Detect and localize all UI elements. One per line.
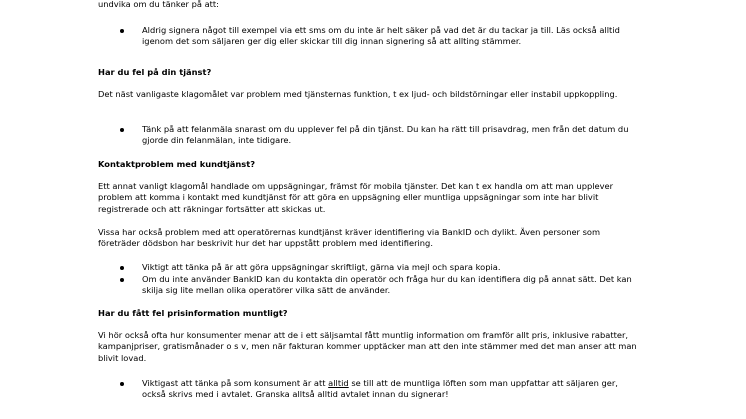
emphasis-alltid: alltid <box>328 378 349 388</box>
para-price-info: Vi hör också ofta hur konsumenter menar att de i ett säljsamtal fått muntlig information om framför allt pris, inklusive rabatter, kampanjpriser, gratismånader o s v, men när fakturan kommer upptäcker man att den inte stämmer med det man anser att man blivit lovad. <box>98 330 637 363</box>
bullet-dot <box>120 382 124 386</box>
bullet-report-fault: Tänk på att felanmäla snarast om du upplever fel på din tjänst. Du kan ha rätt till prisavdrag, men från det datum du gjorde din felanmälan, inte tidigare. <box>142 124 629 146</box>
bullet-sign-carefully: Aldrig signera något till exempel via ett sms om du inte är helt säker på vad det är du tackar ja till. Läs också alltid igenom det som säljaren ger dig eller skickar till dig innan signering så att allting stämmer. <box>142 25 620 47</box>
heading-price-info: Har du fått fel prisinformation muntligt? <box>98 308 288 318</box>
bullet-bankid: Om du inte använder BankID kan du kontakta din operatör och fråga hur du kan identifiera dig på annat sätt. Det kan skilja sig lite mellan olika operatörer vilka sätt de använder. <box>142 274 632 296</box>
intro-tail: undvika om du tänker på att: <box>98 0 219 9</box>
para-identification: Vissa har också problem med att operatörernas kundtjänst kräver identifiering via BankID och dylikt. Även personer som företräder dödsbon har beskrivit hur det har uppstått problem med identifiering. <box>98 227 601 249</box>
bullet-dot <box>120 128 124 132</box>
bullet-dot <box>120 29 124 33</box>
bullet-written-cancellation: Viktigt att tänka på är att göra uppsägningar skriftligt, gärna via mejl och spara kopia. <box>142 262 501 272</box>
bullet-text-end: se till att de muntliga löften som man uppfattar att säljaren ger, också skrivs med i avtalet. Granska alltså alltid avtalet innan du signerar! <box>142 378 618 400</box>
heading-contact-problems: Kontaktproblem med kundtjänst? <box>98 159 256 169</box>
bullet-dot <box>120 266 124 270</box>
bullet-text-start: Viktigast att tänka på som konsument är att <box>142 378 329 388</box>
bullet-check-contract <box>142 378 632 401</box>
para-cancellations: Ett annat vanligt klagomål handlade om uppsägningar, främst för mobila tjänster. Det kan t ex handla om att man upplever problem att komma i kontakt med kundtjänst för att göra en uppsägning eller muntliga uppsägningar som inte har blivit registrerade och att räkningar fortsätter att skickas ut. <box>98 181 614 214</box>
heading-faulty-service: Har du fel på din tjänst? <box>98 67 212 77</box>
para-faulty-service: Det näst vanligaste klagomålet var problem med tjänsternas funktion, t ex ljud- och bildstörningar eller instabil uppkoppling. <box>98 89 618 99</box>
bullet-dot <box>120 278 124 282</box>
